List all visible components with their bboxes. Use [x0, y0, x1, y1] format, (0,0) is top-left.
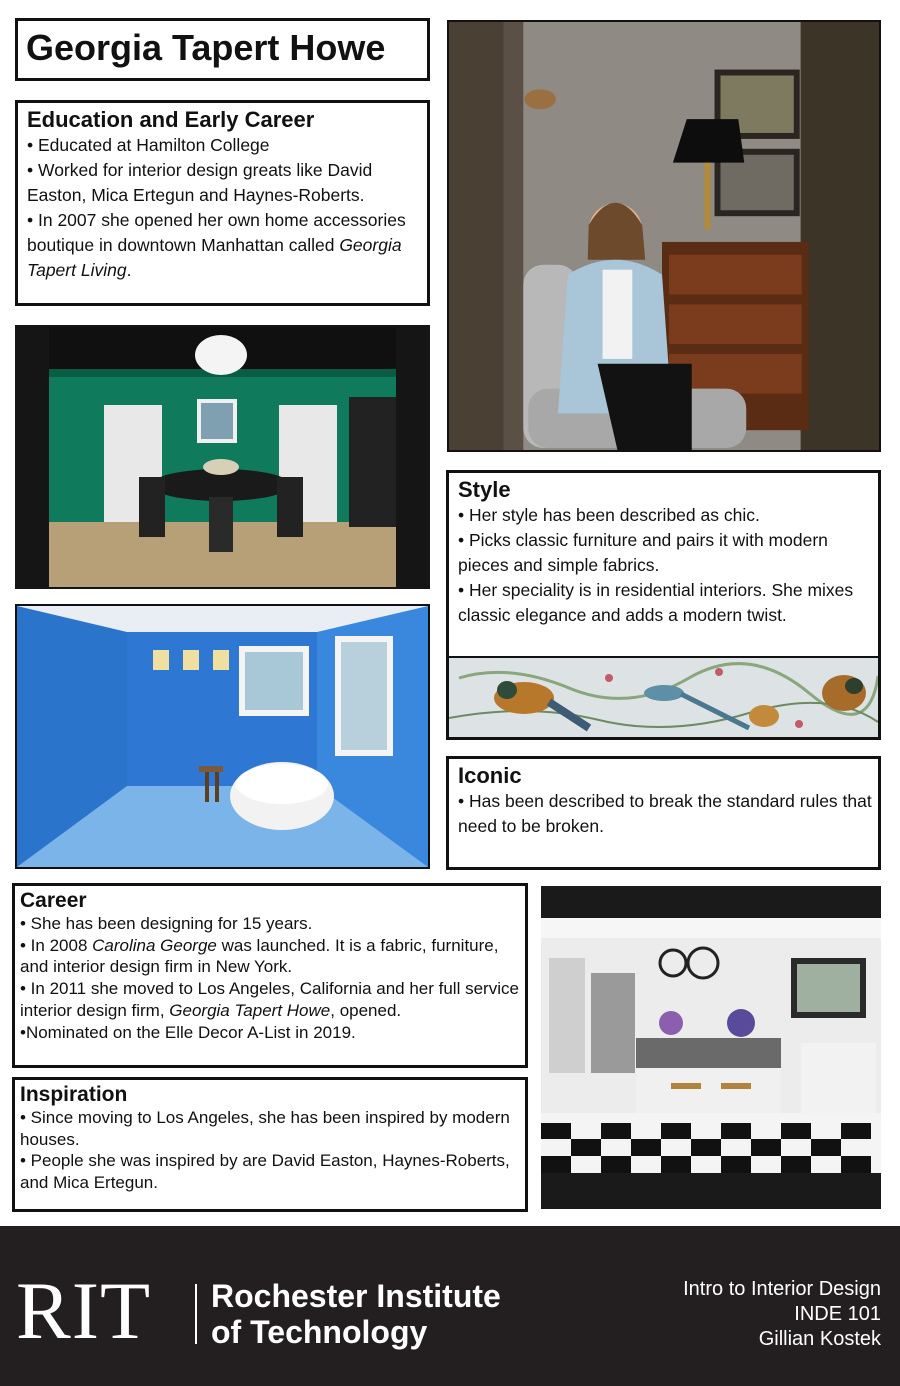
career-heading: Career [20, 889, 87, 912]
dining-room-photo [15, 325, 430, 589]
course-code: INDE 101 [794, 1303, 881, 1325]
rit-logo: RIT [16, 1265, 152, 1356]
career-bullet-2 [20, 935, 519, 978]
style-box [446, 470, 881, 658]
style-heading: Style [458, 477, 511, 502]
bathroom-photo [15, 604, 430, 869]
institute-line-2: of Technology [211, 1314, 428, 1350]
author-name: Gillian Kostek [758, 1328, 881, 1350]
institute-line-1: Rochester Institute [211, 1278, 501, 1314]
inspiration-bullet-1: • Since moving to Los Angeles, she has been inspired by modern houses. [20, 1108, 510, 1149]
boutique-name: Georgia Tapert Living [27, 235, 402, 280]
footer-bar [0, 1226, 900, 1386]
inspiration-box [12, 1077, 528, 1212]
career-bullet-1: • She has been designing for 15 years. [20, 914, 313, 933]
course-title: Intro to Interior Design [683, 1278, 881, 1300]
career-bullet-2-post: was launched. It is a fabric, furniture, and interior design firm in New York. [20, 935, 499, 977]
career-bullet-3 [20, 978, 519, 1021]
institute-name [211, 1278, 501, 1350]
style-bullet-3: • Her speciality is in residential interiors. She mixes classic elegance and adds a modern twist. [458, 580, 854, 625]
iconic-box [446, 756, 881, 870]
career-bullet-3-pre: • In 2011 she moved to Los Angeles, California and her full service interior design firm, [20, 979, 519, 1020]
education-bullet-2: • Worked for interior design greats like David Easton, Mica Ertegun and Haynes-Roberts. [27, 160, 373, 205]
firm-name: Georgia Tapert Howe [169, 1000, 331, 1020]
education-bullet-3-text: • In 2007 she opened her own home accessories boutique in downtown Manhattan called [27, 210, 406, 255]
education-bullet-3-end: . [126, 260, 132, 280]
logo-divider [195, 1284, 197, 1344]
title-box [15, 18, 430, 81]
course-info [683, 1277, 881, 1352]
career-bullet-3-post: , opened. [330, 1000, 402, 1020]
education-box [15, 100, 430, 306]
career-bullet-2-pre: • In 2008 [20, 935, 93, 955]
style-bullet-2: • Picks classic furniture and pairs it with modern pieces and simple fabrics. [458, 530, 828, 575]
bird-fabric-photo [446, 656, 881, 740]
education-bullet-3 [27, 208, 421, 283]
kitchen-photo [541, 886, 881, 1209]
inspiration-heading: Inspiration [20, 1083, 128, 1106]
style-bullet-1: • Her style has been described as chic. [458, 505, 760, 525]
iconic-bullet-1: • Has been described to break the standard rules that need to be broken. [458, 791, 872, 836]
career-box [12, 883, 528, 1068]
carolina-george-name: Carolina George [92, 935, 217, 955]
career-bullet-4: •Nominated on the Elle Decor A-List in 2019. [20, 1022, 356, 1042]
iconic-heading: Iconic [458, 763, 522, 788]
page-title: Georgia Tapert Howe [26, 27, 386, 68]
education-bullet-1: • Educated at Hamilton College [27, 135, 270, 155]
portrait-photo [447, 20, 881, 452]
inspiration-bullet-2: • People she was inspired by are David Easton, Haynes-Roberts, and Mica Ertegun. [20, 1151, 510, 1193]
education-heading: Education and Early Career [27, 107, 315, 132]
